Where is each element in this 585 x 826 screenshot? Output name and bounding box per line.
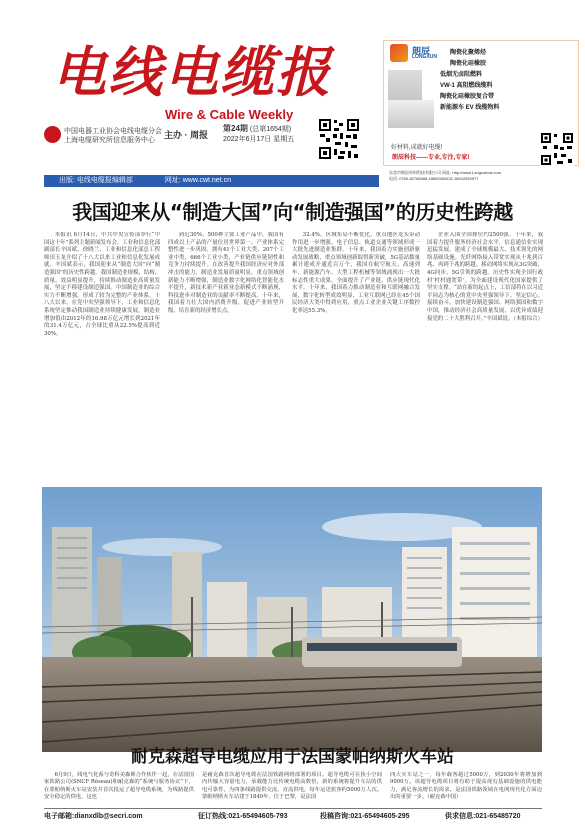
article-text: 本报讯 6月14日，中共中央宣传部举行“中国这十年”系列主题新闻发布会。工业和信息化部副部长辛国斌、徐晓兰、工业和信息化部总工程师田玉龙介绍了十八大以来工业和信息化发展成就。辛国斌表示，我国迎来从“制造大国”向“制造强国”的历史性跨越。我国制造业规模、结构、质量、效益明显提升，持续推动制造业高质量发展，坚定不移建设制造强国。中国制造业的综合实力不断增强，形成了较为完整的产业体系。十八大以来，在党中央坚强领导下，工业和信息化系统坚定推动我国制造业持续健康发展，制造业增加值由2012年的16.98万亿元增长到2021年的31.4万亿元，占全球比重从22.5%提高到近30%。 xyxy=(44,232,160,337)
advert-item: 新能源车 EV 线缆物料 xyxy=(440,105,500,111)
advert-logo-icon xyxy=(390,44,408,62)
bottom-article-text: 6月9日，线电气化系与奇科美森斯合作伙伴一起，在法国国家铁路公司(SNCF Réseau)和耐克森的“系统与服务协议”下，在蒙帕纳斯火车站安装并首次投运了超导电缆系统，为线路提供安全稳定的供电，这也 xyxy=(44,772,194,801)
article-column-3 xyxy=(292,232,420,482)
advert-slogan-2: 朗辰科技——专业,专注,专家! xyxy=(392,155,470,161)
masthead xyxy=(0,0,585,190)
bottom-article-text: 四大火车站之一，每年载客超过5000万，到2030年将增加到9000万。该超导电缆项目将有助于提高现有基础设施的供电能力，满足客流增长的需求，是法国铁路领域在电网现代化方面迈出的重要一步。（耐克森中国） xyxy=(390,772,542,801)
footer-divider xyxy=(44,808,542,809)
publisher-1: 中国电器工业协会电线电缆分会 xyxy=(64,128,162,135)
advert-slogan: 好材料,成就好电缆! xyxy=(391,145,443,151)
advert-item: 低烟无卤阻燃料 xyxy=(440,72,483,78)
advert-item: VW-1 高阻燃线缆料 xyxy=(440,83,493,89)
advert-item: 陶瓷化硅橡胶复合带 xyxy=(440,94,495,100)
advert-brand: 朗辰 xyxy=(412,46,431,56)
footer-advertising: 供求信息:021-65485720 xyxy=(445,813,521,820)
bottom-article-column-1 xyxy=(44,772,194,802)
article-text: 到近30%。500种主要工业产品中，我国有四成以上产品的产量位居世界第一。产业体系完整性进一步巩固，拥有41个工业大类、207个工业中类、666个工业小类，产业链供应链韧性和竞争力持续提升。在改善提升我国经济应对外部冲击的能力，制造业发展质量明显，重点领域创新能力不断增强，制造业数字化网络化智能化水平提升，新技术新产业新业态新模式不断涌现，科技进步对制造业的贡献率不断提高。十年来，我国着力壮大国内消费升级，促进产业转型升级，培育新的经济增长点。 xyxy=(168,232,284,314)
newspaper-title: 电线电缆报 xyxy=(52,40,332,104)
bottom-article-text: 是耐克森首次超导电缆在法国铁路网络部署的项目。超导电缆可在狭小空间内传输大容量电力，承载能力比传统电缆高数倍。新的系统将提升车站的供电可靠性，为四条线路提供交流、直流供电，每年运送旅客约5000万人次。蒙帕纳斯火车站建于1840年，位于巴黎，是法国 xyxy=(202,772,382,801)
headline: 我国迎来从“制造大国”向“制造强国”的历史性跨越 xyxy=(72,200,513,224)
issue-number: 第24期 xyxy=(223,124,248,133)
issue-weekday: 星期五 xyxy=(273,136,295,143)
advert-qr-code-icon xyxy=(540,132,574,166)
advert-website: 网址: http://www.Longxuncai.com xyxy=(442,170,502,175)
article-column-1 xyxy=(44,232,160,482)
advert-phone: 电话: 0769-82788088,18802652632,18922539977 xyxy=(389,176,479,181)
footer-subscription: 征订热线:021-65494605-793 xyxy=(198,813,288,820)
publisher-bar-website: 网址: www.cwt.net.cn xyxy=(164,177,231,184)
publisher-bar-editor: 出版: 电线电缆报编辑部 xyxy=(59,177,133,184)
sponsorship-label: 主办 · 周报 xyxy=(164,130,208,140)
qr-code-icon xyxy=(318,118,360,160)
advert-company: 东莞市朗辰材料科技有限公司 xyxy=(389,170,441,175)
footer-submission: 投稿咨询:021-65494605-295 xyxy=(320,813,410,820)
footer-email: 电子邮箱:dianxdlb@secri.com xyxy=(44,813,143,820)
article-text: 企业入围全国排位约2500强。十年来，我国着力提升服务经济社会水平，信息通信业实现迅猛发展。建成了全球规模最大、技术领先的网络基础设施。光纤网络接入带宽实现从十兆到百兆、再到千兆的跨越。移动网络实现从3G突破、4G同步、5G引领的跨越。历史性实现全国行政村‘村村通宽带’。为全面建设现代化国家提供了坚实支撑。“站在新的起点上，工信部将在以习近平同志为核心的党中央坚强领导下，坚定信心、接续奋斗，加快建设制造强国、网络强国和数字中国，推动经济社会高质量发展，以优异成绩迎接党的二十大胜利召开。”辛国斌说。（本报综合） xyxy=(427,232,543,322)
newspaper-title-en: Wire & Cable Weekly xyxy=(165,107,294,122)
publisher-bar xyxy=(44,175,379,187)
bottom-article-column-3 xyxy=(390,772,542,802)
train-station-photo xyxy=(42,487,542,752)
advert-product-image-2 xyxy=(388,100,434,128)
article-text: 32.4%。区域布局不断优化，重点地区龙头带动作用进一步增强。电子信息、轨道交通等领域形成一大批先进制造业集群。十年来，我国着力实施创新驱动发展战略，重点领域创新取得新突破。5G基站数量累计建成开通近百万个，我国在航空航天、高速列车、新能源汽车、大型工程机械等领域涌现出一大批标志性重大成果。全面提升了产业链、供应链现代化水平。十年来，我国着力推动制造业和互联网融合发展，数字化转型成效明显，工业互联网已经在45个国民经济大类中得到应用，重点工业企业关键工序数控化率达55.3%。 xyxy=(292,232,420,314)
bottom-article-column-2 xyxy=(202,772,382,802)
advert-item: 陶瓷化硅橡胶 xyxy=(450,61,487,67)
article-column-2 xyxy=(168,232,284,482)
advert-brand-en: LONGXUN xyxy=(412,54,437,60)
publisher-seal-icon xyxy=(44,126,61,143)
issue-total: (总第1654期) xyxy=(249,126,292,133)
train-station-image xyxy=(42,487,542,752)
issue-info xyxy=(223,124,294,145)
article-column-4 xyxy=(427,232,543,482)
photo-caption-title: 耐克森超导电缆应用于法国蒙帕纳斯火车站 xyxy=(131,747,454,767)
advert-item: 陶瓷化聚烯烃 xyxy=(450,50,487,56)
issue-date: 2022年6月17日 xyxy=(223,136,272,143)
advert-footer xyxy=(383,168,579,188)
publisher-2: 上海电缆研究所信息服务中心 xyxy=(64,137,155,144)
